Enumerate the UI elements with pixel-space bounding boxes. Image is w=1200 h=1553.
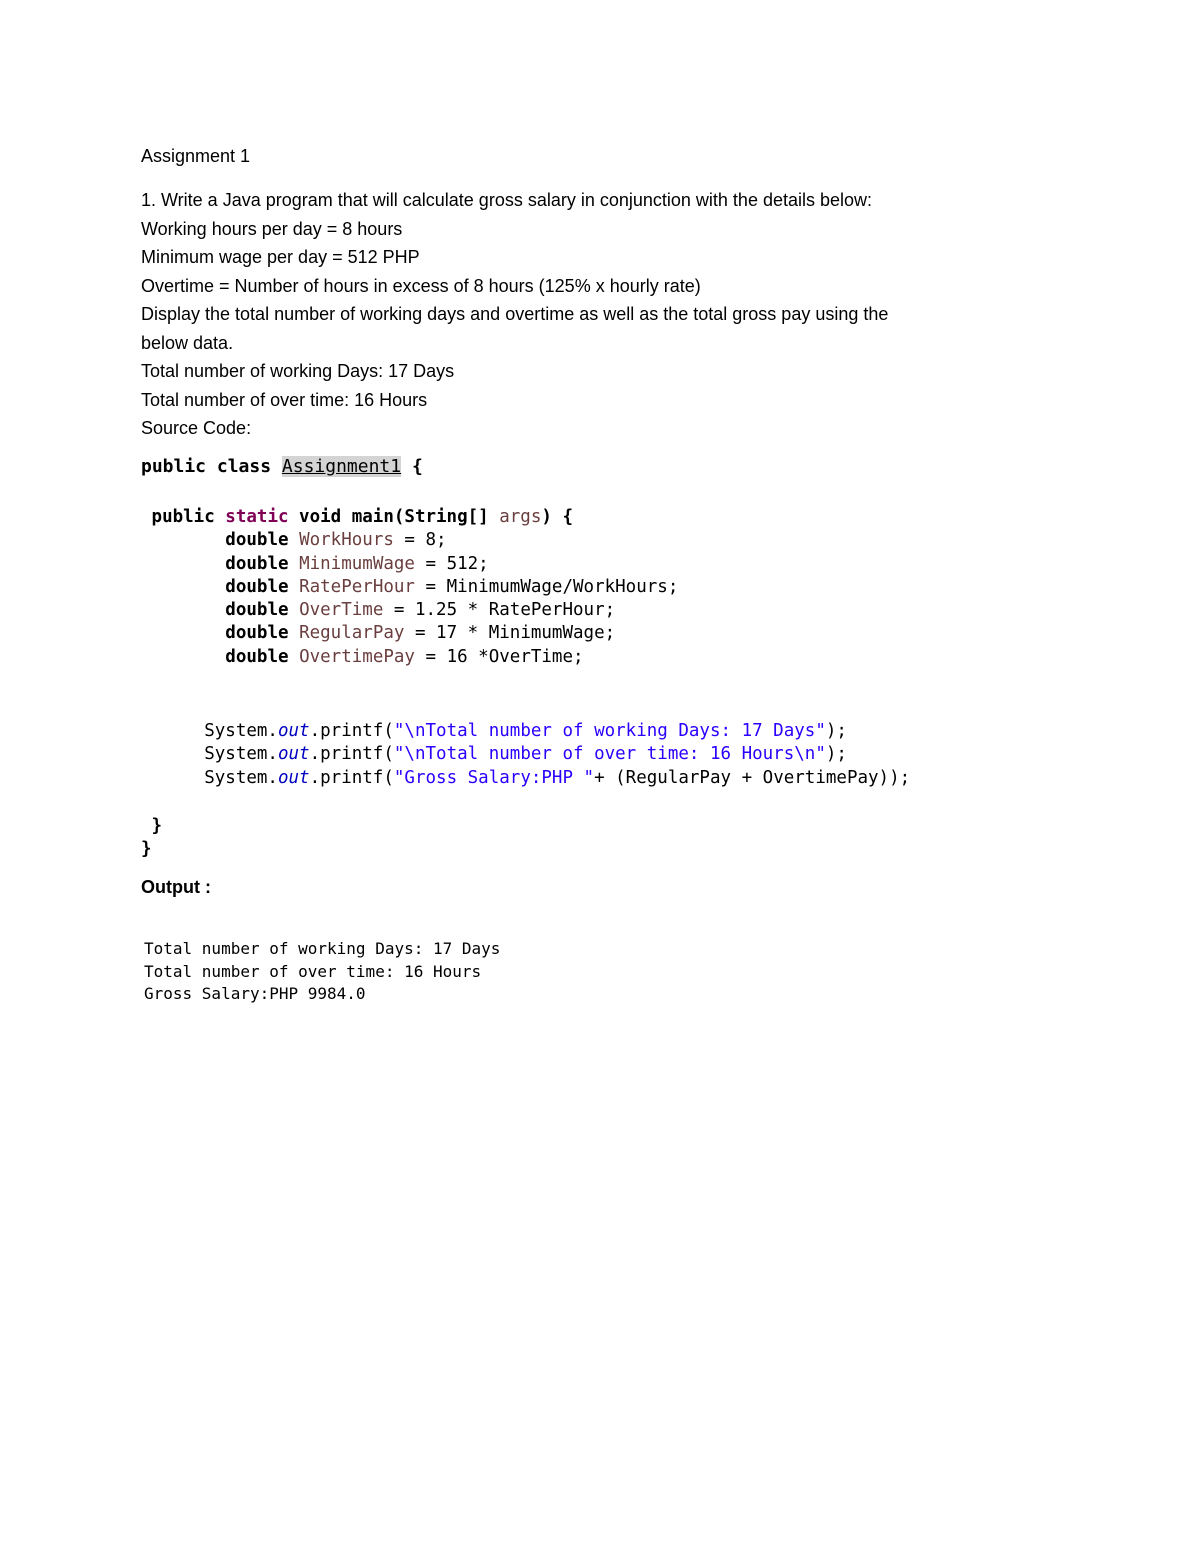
problem-statement xyxy=(141,186,888,443)
title-text: Assignment 1 xyxy=(141,146,251,166)
print-line xyxy=(141,767,910,790)
public-keyword: public xyxy=(141,507,226,527)
out-field: out xyxy=(277,767,310,788)
problem-line: Overtime = Number of hours in excess of 8 hours (125% x hourly rate) xyxy=(141,275,701,296)
problem-line: Total number of over time: 16 Hours xyxy=(141,389,428,410)
type-keyword: double xyxy=(225,623,289,644)
problem-line: Display the total number of working days and overtime as well as the total gross pay using the xyxy=(141,304,889,324)
print-tail: ); xyxy=(825,721,847,741)
problem-line: Source Code: xyxy=(141,418,252,438)
problem-line: below data. xyxy=(141,332,234,353)
variable-value: = MinimumWage/WorkHours; xyxy=(414,576,679,597)
out-field: out xyxy=(277,721,310,741)
class-close-brace: } xyxy=(141,839,152,860)
variable-name: OvertimePay xyxy=(299,646,415,667)
variable-name: RegularPay xyxy=(299,623,405,644)
class-open-brace: { xyxy=(401,456,423,477)
console-line: Total number of over time: 16 Hours xyxy=(144,961,482,981)
problem-line: 1. Write a Java program that will calculate gross salary in conjunction with the details below: xyxy=(141,190,873,210)
print-line xyxy=(141,743,910,766)
console-output xyxy=(144,938,500,1006)
console-line: Gross Salary:PHP 9984.0 xyxy=(144,984,366,1003)
print-tail: ); xyxy=(825,744,847,765)
string-literal: "\nTotal number of over time: 16 Hours\n" xyxy=(393,744,826,765)
main-open-brace: ) { xyxy=(541,507,573,527)
problem-line: Total number of working Days: 17 Days xyxy=(141,361,455,381)
void-main-signature: void main(String[] xyxy=(288,507,500,527)
args-param: args xyxy=(499,507,542,527)
variable-name: OverTime xyxy=(299,600,384,621)
assignment-title xyxy=(141,142,250,171)
print-statements xyxy=(141,720,910,790)
static-keyword: static xyxy=(225,507,289,527)
main-method-block xyxy=(141,506,678,669)
main-close-brace: } xyxy=(141,816,163,836)
print-line xyxy=(141,720,910,743)
variable-name: RatePerHour xyxy=(299,576,415,597)
output-heading: Output : xyxy=(141,877,211,897)
out-field: out xyxy=(277,744,310,765)
code-line-decl xyxy=(141,529,678,552)
code-line-decl xyxy=(141,553,678,576)
type-keyword: double xyxy=(225,576,289,597)
type-keyword: double xyxy=(225,646,289,667)
code-line-decl xyxy=(141,576,678,599)
console-line: Total number of working Days: 17 Days xyxy=(144,939,501,958)
closing-braces xyxy=(141,815,162,862)
class-keywords: public class xyxy=(141,456,282,477)
string-literal: "\nTotal number of working Days: 17 Days" xyxy=(393,721,826,741)
problem-line: Minimum wage per day = 512 PHP xyxy=(141,247,420,267)
code-line-decl xyxy=(141,599,678,622)
system-class: System. xyxy=(204,767,278,788)
type-keyword: double xyxy=(225,600,289,621)
type-keyword: double xyxy=(225,530,289,551)
variable-name: WorkHours xyxy=(299,530,394,551)
code-line-decl xyxy=(141,646,678,669)
variable-value: = 17 * MinimumWage; xyxy=(404,623,616,644)
print-tail: + (RegularPay + OvertimePay)); xyxy=(594,767,911,788)
code-line-decl xyxy=(141,622,678,645)
variable-value: = 8; xyxy=(393,530,447,551)
printf-call: .printf( xyxy=(309,767,394,788)
type-keyword: double xyxy=(225,553,289,574)
class-declaration xyxy=(141,455,423,478)
variable-name: MinimumWage xyxy=(299,553,415,574)
printf-call: .printf( xyxy=(309,721,394,741)
problem-line: Working hours per day = 8 hours xyxy=(141,218,403,239)
main-signature xyxy=(141,506,678,529)
printf-call: .printf( xyxy=(309,744,394,765)
system-class: System. xyxy=(204,744,278,765)
variable-value: = 16 *OverTime; xyxy=(414,646,584,667)
variable-value: = 1.25 * RatePerHour; xyxy=(383,600,616,621)
variable-value: = 512; xyxy=(414,553,489,574)
system-class: System. xyxy=(204,721,278,741)
string-literal: "Gross Salary:PHP " xyxy=(393,767,595,788)
class-name: Assignment1 xyxy=(281,456,402,477)
